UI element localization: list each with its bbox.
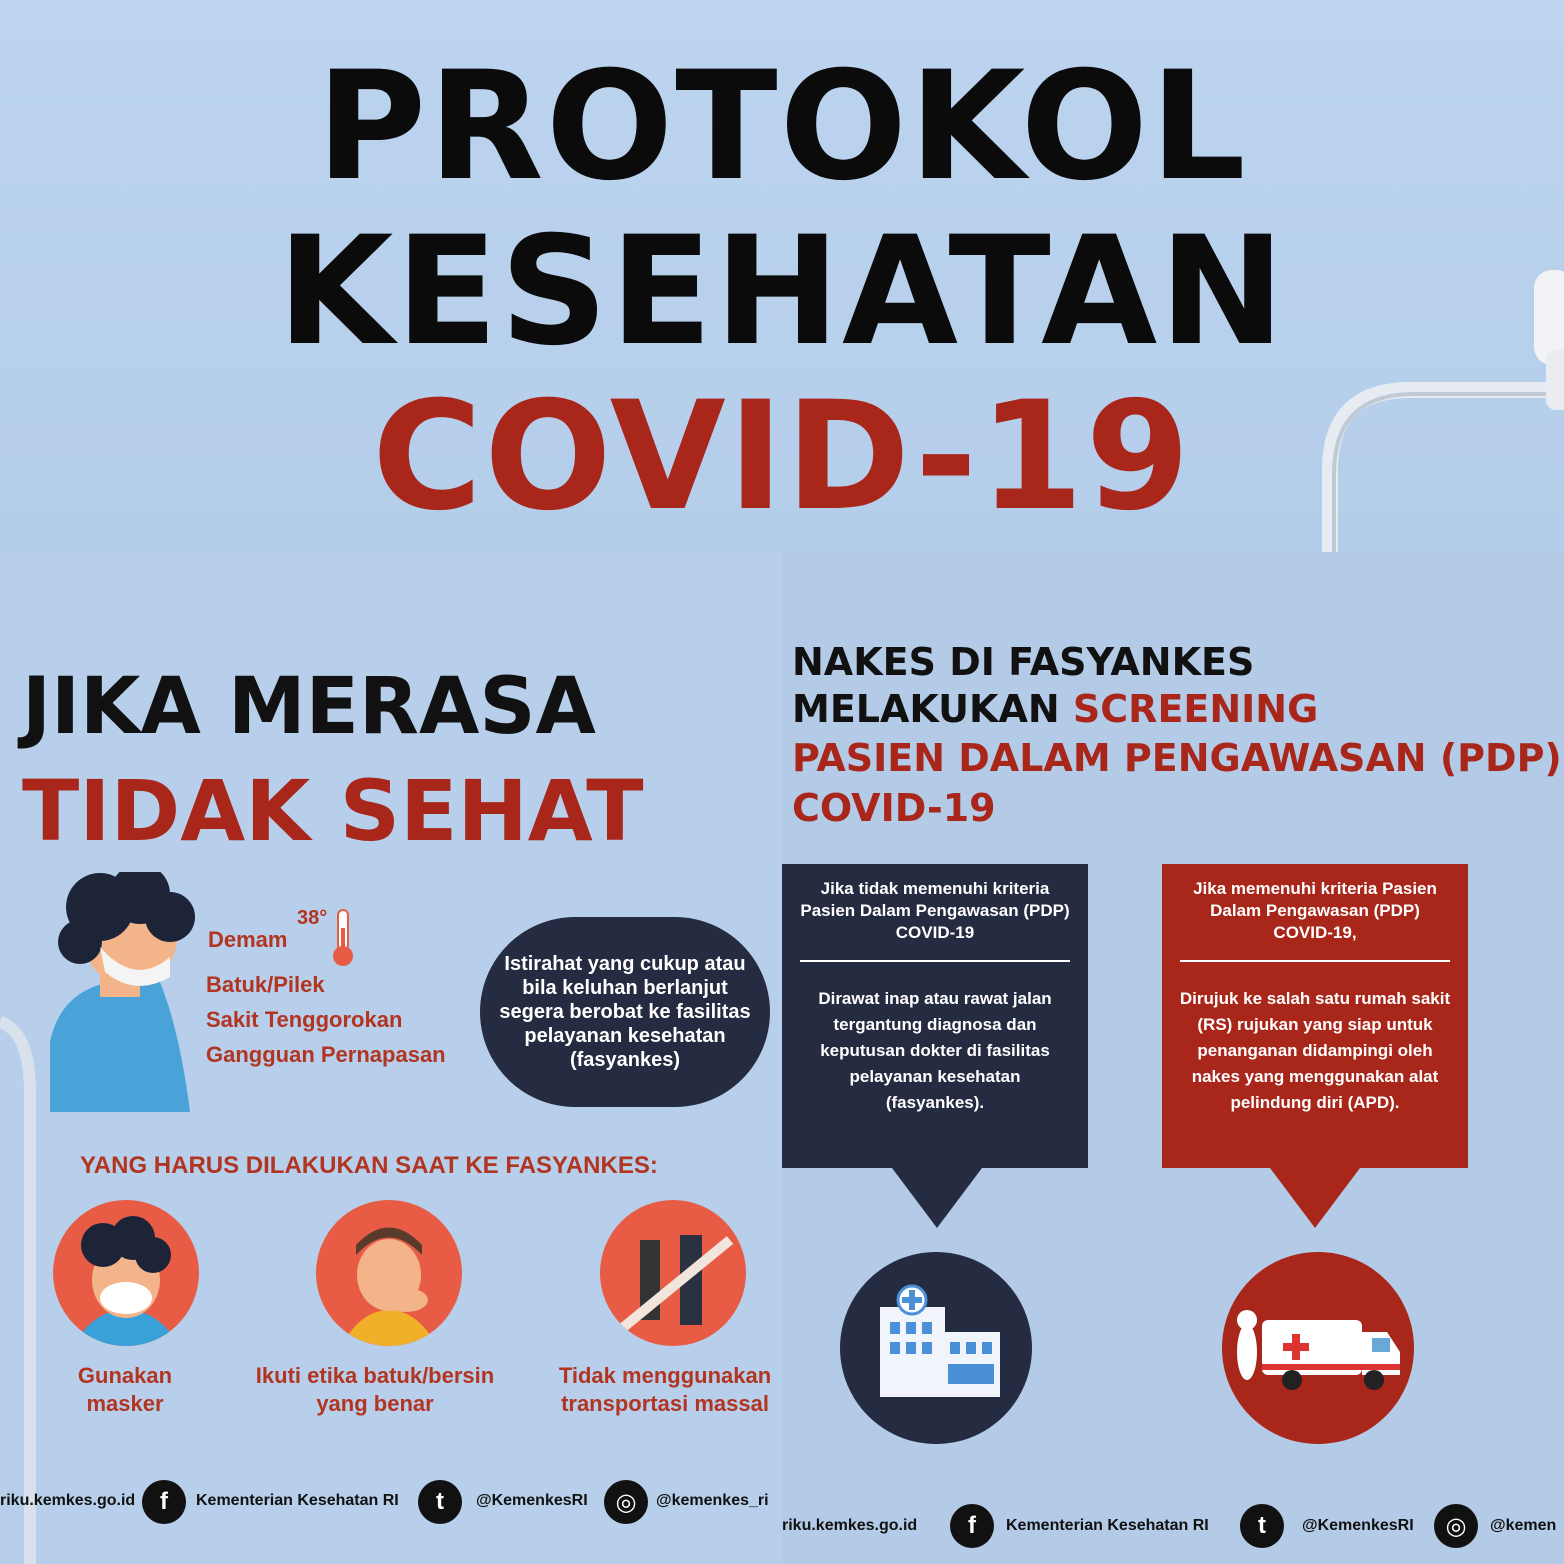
ambulance-icon — [1222, 1252, 1414, 1444]
person-sick-icon — [30, 872, 220, 1112]
right-footer-site[interactable]: riku.kemkes.go.id — [782, 1517, 918, 1534]
title-line-1: PROTOKOL — [316, 40, 1248, 214]
header-banner — [0, 0, 1564, 552]
todo-cough-label: Ikuti etika batuk/bersin yang benar — [255, 1363, 495, 1416]
left-title-line-2: TIDAK SEHAT — [22, 762, 644, 860]
todo-mask-label: Gunakan masker — [77, 1363, 173, 1416]
right-footer-twitter[interactable]: @KemenkesRI — [1302, 1517, 1414, 1534]
footer-facebook[interactable]: Kementerian Kesehatan RI — [196, 1492, 399, 1509]
right-infographic — [782, 552, 1564, 1564]
right-title-line-2 — [792, 687, 1318, 731]
right-footer-facebook[interactable]: Kementerian Kesehatan RI — [1006, 1517, 1209, 1534]
box-not-pdp — [782, 864, 1088, 1168]
hospital-icon — [840, 1252, 1032, 1444]
box-pdp-title: Jika memenuhi kriteria Pasien Dalam Pengawasan (PDP) COVID-19, — [1193, 879, 1437, 942]
thermometer-icon — [330, 908, 356, 968]
symptom-sore-throat: Sakit Tenggorokan — [206, 1007, 403, 1032]
no-transport-icon — [600, 1200, 746, 1346]
box-pdp-tail — [1270, 1168, 1360, 1228]
right-title-line-3: PASIEN DALAM PENGAWASAN (PDP) — [792, 736, 1562, 780]
twitter-icon[interactable]: t — [418, 1480, 462, 1524]
left-infographic — [0, 552, 782, 1564]
facebook-icon[interactable]: f — [142, 1480, 186, 1524]
symptom-fever: Demam — [208, 927, 288, 952]
advice-bubble: Istirahat yang cukup atau bila keluhan berlanjut segera berobat ke fasilitas pelayanan kesehatan (fasyankes) — [480, 917, 770, 1107]
left-title-line-1: JIKA MERASA — [22, 662, 596, 752]
symptom-cough: Batuk/Pilek — [206, 972, 325, 997]
title-line-2: KESEHATAN — [277, 205, 1287, 379]
right-instagram-icon[interactable]: ◎ — [1434, 1504, 1478, 1548]
footer-site[interactable]: riku.kemkes.go.id — [0, 1492, 136, 1509]
instagram-icon[interactable]: ◎ — [604, 1480, 648, 1524]
todo-heading: YANG HARUS DILAKUKAN SAAT KE FASYANKES: — [80, 1152, 658, 1179]
mask-person-icon — [53, 1200, 199, 1346]
box-pdp — [1162, 864, 1468, 1168]
cough-person-icon — [316, 1200, 462, 1346]
right-facebook-icon[interactable]: f — [950, 1504, 994, 1548]
box-not-pdp-title: Jika tidak memenuhi kriteria Pasien Dalam Pengawasan (PDP) COVID-19 — [800, 879, 1070, 942]
footer-twitter[interactable]: @KemenkesRI — [476, 1492, 588, 1509]
right-title-line-1: NAKES DI FASYANKES — [792, 640, 1255, 684]
symptom-breathing: Gangguan Pernapasan — [206, 1042, 446, 1067]
right-footer-instagram[interactable]: @kemen — [1490, 1517, 1557, 1534]
temperature-label: 38° — [297, 907, 328, 929]
right-title-line-2b: SCREENING — [1072, 687, 1319, 731]
todo-transport-label: Tidak menggunakan transportasi massal — [558, 1363, 772, 1416]
right-twitter-icon[interactable]: t — [1240, 1504, 1284, 1548]
box-not-pdp-tail — [892, 1168, 982, 1228]
title-line-3: COVID-19 — [372, 370, 1192, 544]
footer-instagram[interactable]: @kemenkes_ri — [656, 1492, 769, 1509]
right-title-line-2a: MELAKUKAN — [792, 687, 1073, 731]
box-pdp-body: Dirujuk ke salah satu rumah sakit (RS) rujukan yang siap untuk penanganan didampingi oleh nakes yang menggunakan alat pelindung diri (APD). — [1179, 989, 1451, 1112]
right-title-line-4: COVID-19 — [792, 786, 996, 830]
box-not-pdp-body: Dirawat inap atau rawat jalan tergantung diagnosa dan keputusan dokter di fasilitas pelayanan kesehatan (fasyankes). — [818, 989, 1052, 1112]
